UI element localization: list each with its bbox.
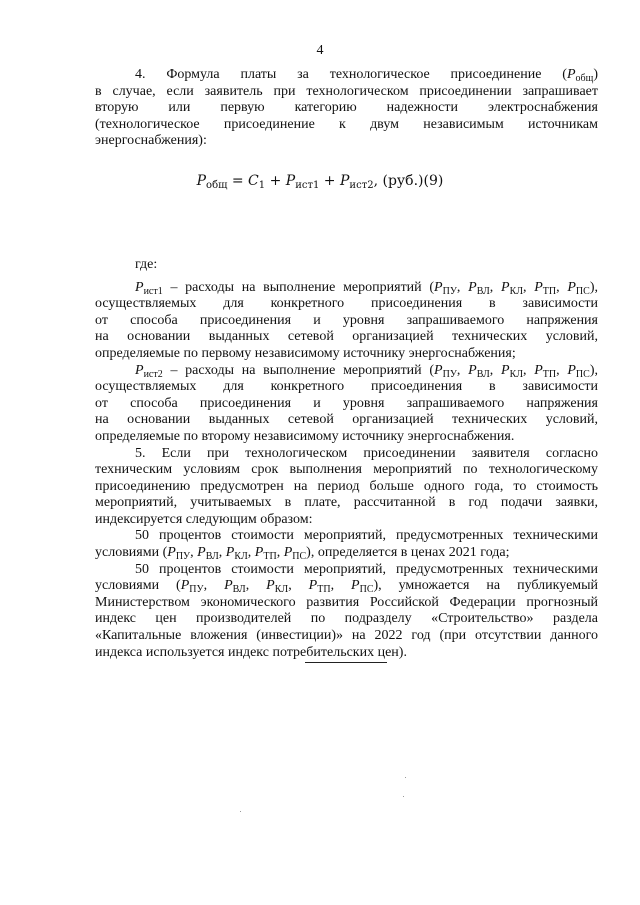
symbol: P [283, 545, 293, 561]
scan-speck [240, 811, 241, 812]
definition-1-line-3: от способа присоединения и уровня запрашиваемого напряжения [95, 312, 598, 328]
subscript: ист1 [143, 285, 163, 297]
symbol: P [135, 279, 144, 295]
symbol: P [167, 545, 176, 561]
subscript: КЛ [234, 551, 248, 563]
text: , [489, 279, 501, 295]
definition-1-line-1 [95, 280, 598, 297]
text: , [456, 279, 469, 295]
formula-symbol: P [285, 173, 296, 189]
formula-subscript: ист1 [295, 180, 320, 191]
symbol: P [534, 362, 543, 378]
symbol: P [501, 362, 510, 378]
item-2-line-6: индекса используется индекс потребительских цен). [95, 644, 407, 660]
text: , [523, 279, 535, 295]
symbol: P [566, 67, 576, 82]
subscript: ТП [317, 584, 331, 596]
text: ), [589, 362, 598, 378]
text: ), умножается на публикуемый [373, 578, 599, 594]
paragraph-5-line-4: мероприятий, учитываемых в плате, рассчитанной в год подачи заявки, [95, 495, 598, 511]
paragraph-4-line-5: энергоснабжения): [95, 133, 207, 149]
formula-operator: = [227, 173, 249, 189]
subscript: ПУ [175, 551, 191, 563]
subscript: КЛ [274, 584, 289, 596]
item-2-line-2 [95, 578, 598, 595]
text: , [556, 362, 568, 378]
subscript: ист2 [143, 368, 163, 380]
symbol: P [266, 578, 275, 594]
symbol: P [468, 279, 477, 295]
text: , [190, 545, 198, 561]
formula-subscript: 1 [258, 180, 266, 191]
item-2-line-1: 50 процентов стоимости мероприятий, предусмотренных техническими [135, 561, 598, 577]
text: , [247, 545, 255, 561]
subscript: ВЛ [232, 584, 246, 596]
paragraph-5-line-5: индексируется следующим образом: [95, 511, 313, 527]
formula-operator: , [373, 173, 383, 189]
symbol: P [468, 362, 477, 378]
subscript: ТП [542, 368, 557, 380]
paragraph-5-line-1: 5. Если при технологическом присоединении заявителя согласно [135, 445, 598, 461]
item-1-line-2 [95, 545, 598, 562]
item-2-line-3: Министерством экономического развития Российской Федерации прогнозный [95, 594, 598, 610]
subscript: общ [575, 73, 594, 84]
paragraph-4-line-3: вторую или первую категорию надежности электроснабжения [95, 100, 598, 116]
formula-9 [0, 173, 640, 189]
symbol: P [567, 279, 576, 295]
symbol: P [254, 545, 264, 561]
text: , [276, 545, 284, 561]
symbol: P [197, 545, 206, 561]
item-2-line-5: «Капитальные вложения (инвестиции)» на 2022 год (при отсутствии данного [95, 628, 598, 644]
paragraph-4-line-4: (технологическое присоединение к двум независимым источникам [95, 116, 598, 132]
subscript: ПС [359, 584, 374, 596]
formula-subscript: общ [206, 180, 228, 191]
subscript: ПС [292, 551, 307, 563]
item-2-line-4: индекс цен производителей по подразделу «Строительство» раздела [95, 611, 598, 627]
definition-1-line-2: осуществляемых для конкретного присоединения в зависимости [95, 296, 598, 312]
definition-2-line-2: осуществляемых для конкретного присоединения в зависимости [95, 379, 598, 395]
symbol: P [224, 578, 233, 594]
text: , [288, 578, 309, 594]
text: ), определяется в ценах 2021 года; [306, 545, 510, 561]
text: – расходы на выполнение мероприятий ( [162, 279, 435, 295]
subscript: ПУ [442, 285, 457, 297]
definition-2-line-4: на основании выданных сетевой организацией технических условий, [95, 412, 598, 428]
document-body [95, 67, 598, 661]
symbol: P [434, 279, 443, 295]
paragraph-5-line-3: присоединению предусмотрен на период больше одного года, то стоимость [95, 478, 598, 494]
item-1-line-1: 50 процентов стоимости мероприятий, предусмотренных техническими [135, 528, 598, 544]
text: , [456, 362, 469, 378]
text: – расходы на выполнение мероприятий ( [162, 362, 435, 378]
text: , [245, 578, 267, 594]
text: 4. Формула платы за технологическое присоединение ( [135, 67, 567, 82]
subscript: ТП [263, 551, 277, 563]
scan-speck [405, 777, 406, 778]
formula-units: (руб.) [382, 173, 424, 189]
text: , [489, 362, 501, 378]
text: , [330, 578, 352, 594]
subscript: ПУ [189, 584, 204, 596]
definition-2-line-3: от способа присоединения и уровня запрашиваемого напряжения [95, 395, 598, 411]
subscript: ПУ [442, 368, 457, 380]
subscript: ТП [542, 285, 557, 297]
definition-2-line-1 [95, 363, 598, 380]
definition-1-line-4: на основании выданных сетевой организацией технических условий, [95, 329, 598, 345]
symbol: P [135, 362, 144, 378]
definition-1-line-5: определяемые по первому независимому источнику энергоснабжения; [95, 345, 516, 361]
text: условиями ( [95, 578, 181, 594]
symbol: P [434, 362, 443, 378]
where-label: где: [135, 256, 158, 272]
symbol: P [501, 279, 510, 295]
paragraph-4-line-2: в случае, если заявитель при технологическом присоединении запрашивает [95, 83, 598, 99]
symbol: P [308, 578, 318, 594]
subscript: ВЛ [205, 551, 219, 563]
paragraph-4-line-1 [95, 67, 598, 84]
formula-subscript: ист2 [349, 180, 374, 191]
symbol: P [180, 578, 190, 594]
formula-operator: + [265, 173, 286, 189]
text: ), [589, 279, 598, 295]
formula-symbol: C [248, 173, 259, 189]
formula-operator: + [319, 173, 340, 189]
text: ) [593, 67, 598, 82]
subscript: ВЛ [476, 285, 490, 297]
formula-spacer [95, 150, 598, 257]
symbol: P [534, 279, 543, 295]
text: , [218, 545, 226, 561]
symbol: P [567, 362, 576, 378]
subscript: ВЛ [476, 368, 490, 380]
text: , [523, 362, 535, 378]
subscript: КЛ [509, 285, 524, 297]
definition-2-line-5: определяемые по второму независимому источнику энергоснабжения. [95, 428, 515, 444]
text: , [203, 578, 225, 594]
end-rule [305, 662, 387, 663]
subscript: КЛ [509, 368, 524, 380]
paragraph-5-line-2: техническим условиям срок выполнения мероприятий по технологическому [95, 462, 598, 478]
scan-speck [403, 796, 404, 797]
page-number: 4 [316, 43, 324, 58]
subscript: ПС [575, 368, 590, 380]
formula-symbol: P [196, 173, 207, 189]
subscript: ПС [575, 285, 590, 297]
text: условиями ( [95, 545, 168, 561]
symbol: P [351, 578, 360, 594]
symbol: P [225, 545, 235, 561]
text: , [556, 279, 568, 295]
formula-symbol: P [340, 173, 350, 189]
formula-number: (9) [423, 173, 444, 189]
